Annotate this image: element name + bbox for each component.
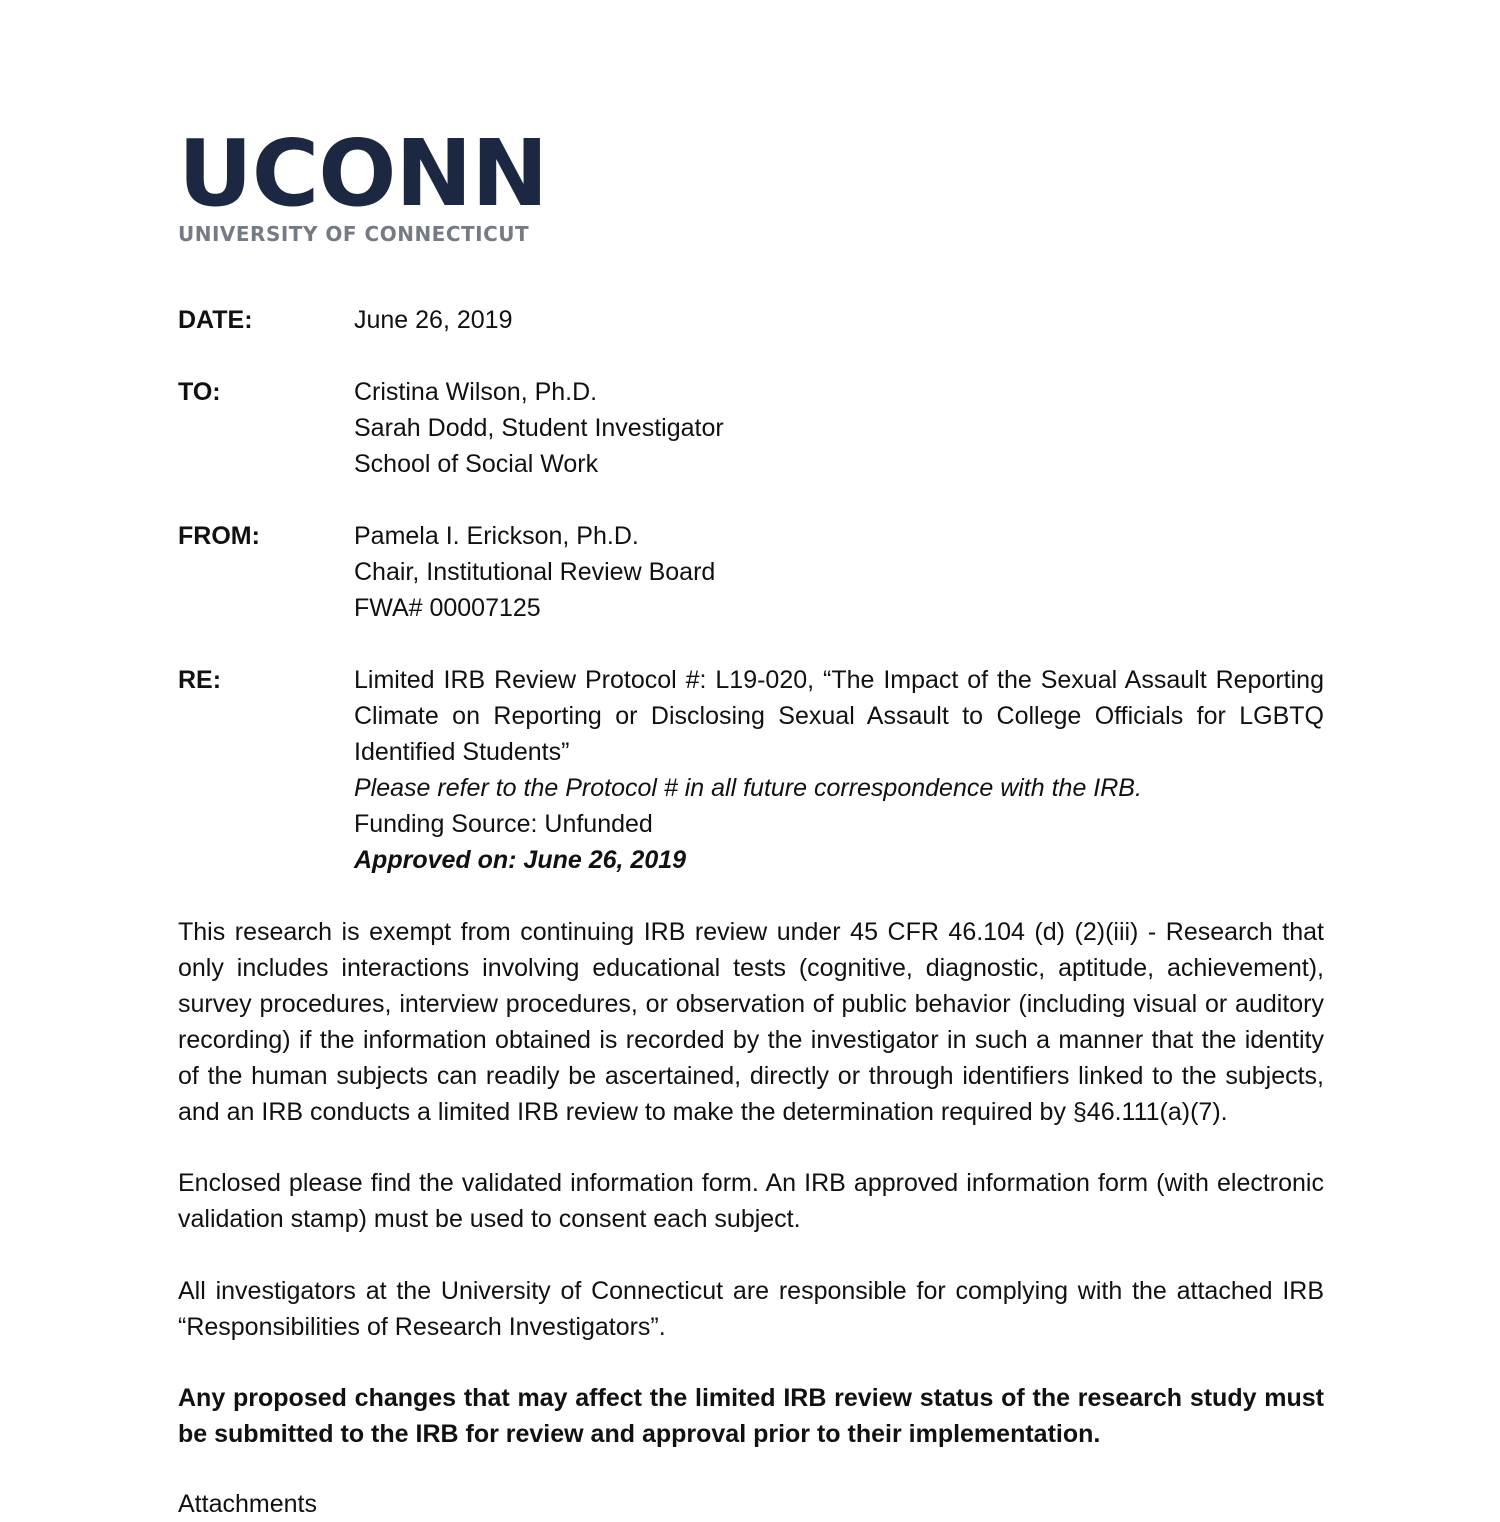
funding-source: Funding Source: Unfunded xyxy=(354,810,653,838)
attachments-label: Attachments xyxy=(178,1490,317,1518)
re-details xyxy=(354,662,1324,878)
from-line: Pamela I. Erickson, Ph.D. xyxy=(354,522,639,550)
to-recipients xyxy=(354,374,1324,482)
uconn-logo xyxy=(178,120,553,246)
re-row xyxy=(178,662,1324,878)
exempt-paragraph: This research is exempt from continuing IRB review under 45 CFR 46.104 (d) (2)(iii) - Research that only includes interactions involving educational tests (cognitive, diagnostic, aptitude, achievement), survey procedures, interview procedures, or observation of public behavior (including visual or auditory recording) if the information obtained is recorded by the investigator in such a manner that the identity of the human subjects can readily be ascertained, directly or through identifiers linked to the subjects, and an IRB conducts a limited IRB review to make the determination required by §46.111(a)(7). xyxy=(178,918,1324,1126)
from-label: FROM: xyxy=(178,522,260,550)
approval-date: Approved on: June 26, 2019 xyxy=(354,846,687,874)
changes-paragraph: Any proposed changes that may affect the limited IRB review status of the research study must be submitted to the IRB for review and approval prior to their implementation. xyxy=(178,1384,1324,1448)
to-line: Cristina Wilson, Ph.D. xyxy=(354,378,598,406)
from-line: FWA# 00007125 xyxy=(354,594,541,622)
re-label: RE: xyxy=(178,666,222,694)
date-row xyxy=(178,302,1324,338)
to-line: School of Social Work xyxy=(354,450,599,478)
responsibilities-paragraph: All investigators at the University of Connecticut are responsible for complying with the attached IRB “Responsibilities of Research Investigators”. xyxy=(178,1277,1324,1341)
protocol-title: Limited IRB Review Protocol #: L19-020, “The Impact of the Sexual Assault Reporting Climate on Reporting or Disclosing Sexual Assault to College Officials for LGBTQ Identified Students” xyxy=(354,666,1324,766)
to-row xyxy=(178,374,1324,482)
protocol-note: Please refer to the Protocol # in all future correspondence with the IRB. xyxy=(354,774,1142,802)
date-value: June 26, 2019 xyxy=(354,306,513,334)
from-line: Chair, Institutional Review Board xyxy=(354,558,716,586)
from-row xyxy=(178,518,1324,626)
enclosed-paragraph: Enclosed please find the validated information form. An IRB approved information form (with electronic validation stamp) must be used to consent each subject. xyxy=(178,1169,1324,1233)
logo-wordmark: UCONN xyxy=(178,120,548,227)
to-label: TO: xyxy=(178,378,221,406)
from-sender xyxy=(354,518,1324,626)
to-line: Sarah Dodd, Student Investigator xyxy=(354,414,724,442)
date-label: DATE: xyxy=(178,306,253,334)
logo-subtitle: UNIVERSITY OF CONNECTICUT xyxy=(178,222,530,246)
